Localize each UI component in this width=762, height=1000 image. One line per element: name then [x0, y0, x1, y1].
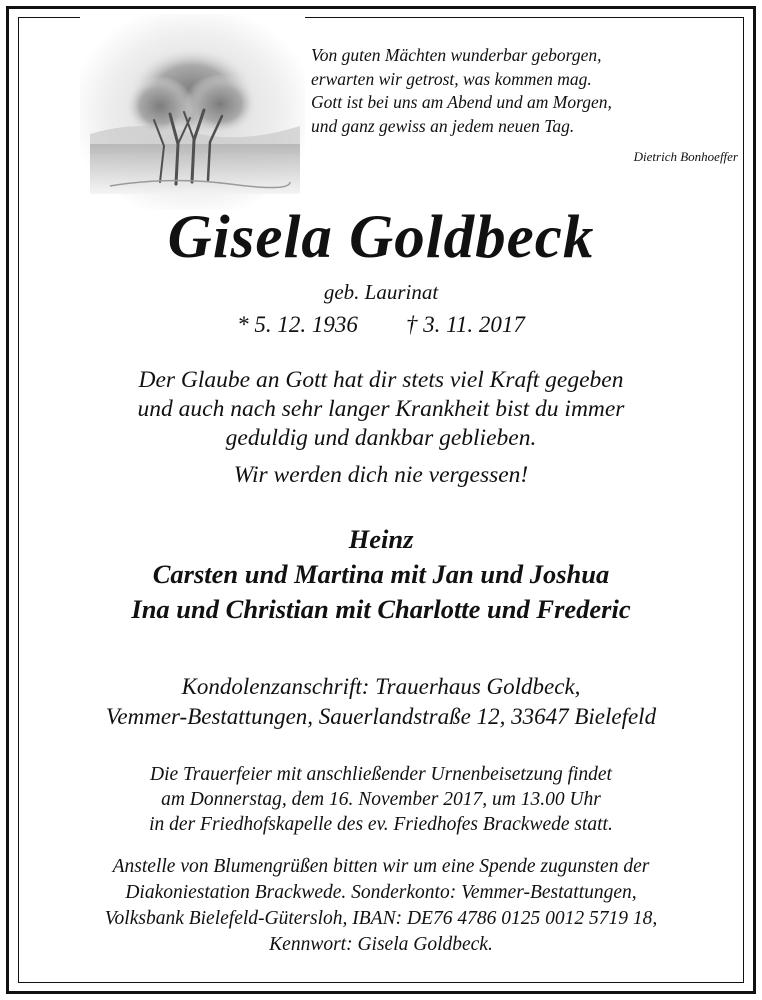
quote-line: Gott ist bei uns am Abend und am Morgen,	[311, 92, 612, 112]
deceased-name: Gisela Goldbeck	[167, 204, 595, 271]
tribute-line: und auch nach sehr langer Krankheit bist du immer	[137, 396, 625, 422]
donation-line: Anstelle von Blumengrüßen bitten wir um eine Spende zugunsten der	[112, 856, 650, 877]
family-member: Ina und Christian mit Charlotte und Frederic	[131, 594, 631, 624]
bonhoeffer-quote	[311, 44, 731, 138]
tribute-text	[0, 366, 762, 453]
quote-line: Von guten Mächten wunderbar geborgen,	[311, 45, 602, 65]
birth-name: geb. Laurinat	[323, 280, 439, 304]
donation-line: Volksbank Bielefeld-Gütersloh, IBAN: DE76 4786 0125 0012 5719 18,	[104, 908, 658, 929]
condolence-line: Vemmer-Bestattungen, Sauerlandstraße 12, 33647 Bielefeld	[105, 704, 657, 729]
funeral-details	[0, 762, 762, 837]
tribute-line: geduldig und dankbar geblieben.	[225, 425, 537, 451]
life-dates	[0, 310, 762, 340]
donation-line: Kennwort: Gisela Goldbeck.	[269, 934, 493, 955]
donation-line: Diakoniestation Brackwede. Sonderkonto: Vemmer-Bestattungen,	[125, 882, 637, 903]
quote-line: und ganz gewiss an jedem neuen Tag.	[311, 115, 575, 136]
quote-line: erwarten wir getrost, was kommen mag.	[311, 68, 592, 89]
tribute-line: Der Glaube an Gott hat dir stets viel Kraft gegeben	[138, 367, 624, 393]
family-mourners	[0, 522, 762, 627]
family-member: Heinz	[348, 524, 414, 554]
funeral-line: am Donnerstag, dem 16. November 2017, um 13.00 Uhr	[161, 789, 601, 810]
family-member: Carsten und Martina mit Jan und Joshua	[152, 559, 610, 589]
funeral-line: in der Friedhofskapelle des ev. Friedhofes Brackwede statt.	[149, 814, 613, 835]
tribute-closing: Wir werden dich nie vergessen!	[233, 462, 529, 488]
condolence-address	[0, 672, 762, 732]
death-date: † 3. 11. 2017	[405, 312, 525, 337]
birth-date: * 5. 12. 1936	[237, 312, 358, 337]
quote-author: Dietrich Bonhoeffer	[633, 149, 738, 164]
tree-landscape-illustration	[80, 14, 305, 210]
funeral-line: Die Trauerfeier mit anschließender Urnenbeisetzung findet	[150, 764, 612, 785]
condolence-line: Kondolenzanschrift: Trauerhaus Goldbeck,	[181, 674, 581, 699]
donation-request	[0, 854, 762, 958]
